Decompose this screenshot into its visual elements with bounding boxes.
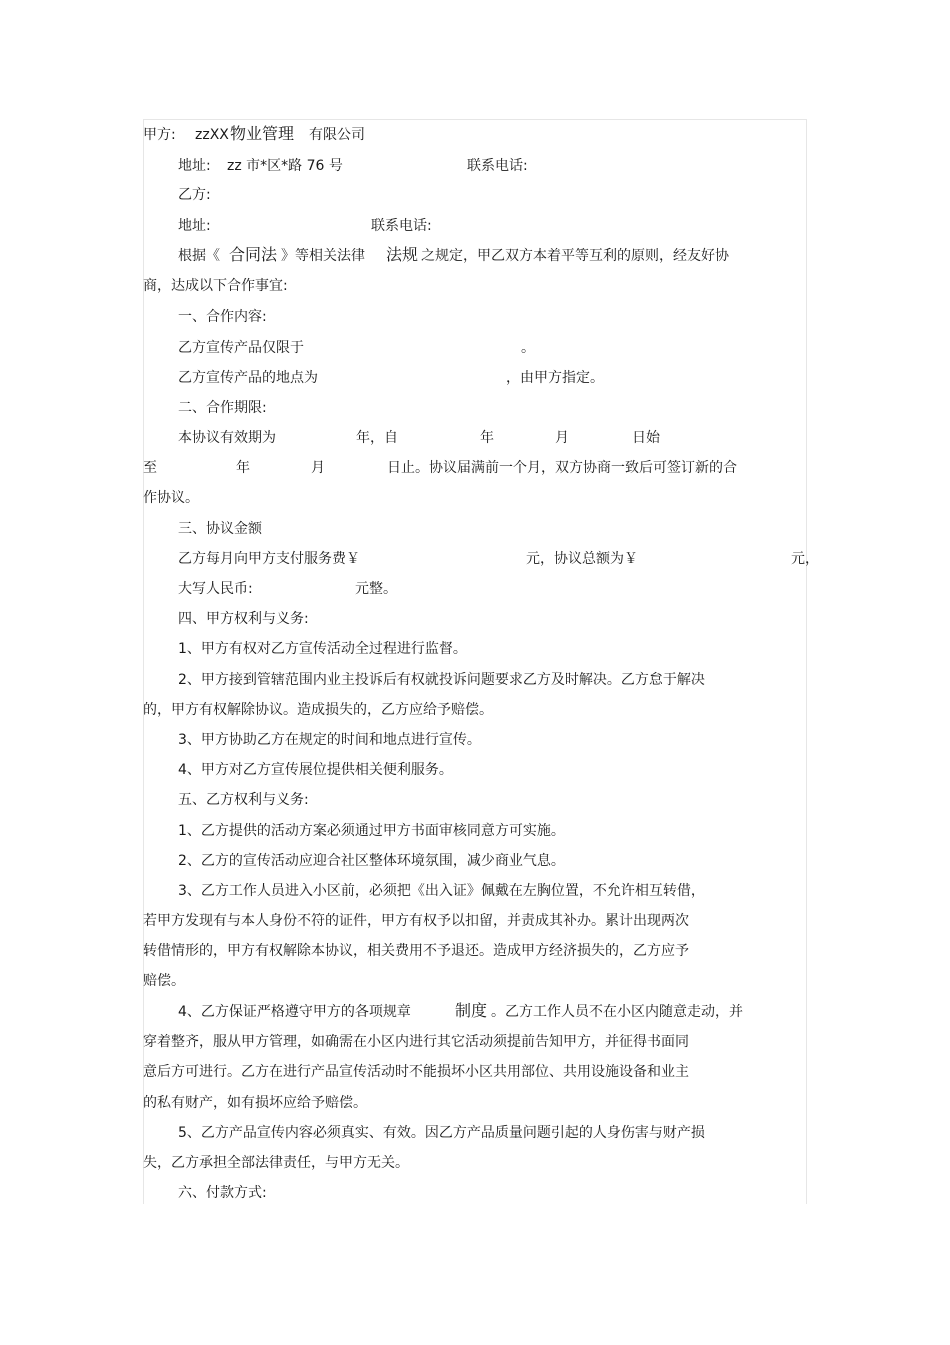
party-b-duty-5b: 失，乙方承担全部法律责任，与甲方无关。 xyxy=(143,1155,409,1171)
term-line-1e: 日始 xyxy=(632,430,660,446)
section-1-line-1b: 。 xyxy=(521,340,535,356)
party-b-duty-4e: 意后方可进行。乙方在进行产品宣传活动时不能损坏小区共用部位、共用设施设备和业主 xyxy=(143,1064,689,1080)
party-a-address: zz 市*区*路 76 号 xyxy=(227,158,343,174)
party-b-duty-4-regulation: 制度 xyxy=(455,1001,488,1020)
fee-line-2a: 大写人民币: xyxy=(178,581,253,597)
term-line-1d: 月 xyxy=(555,430,569,446)
intro-law-name: 合同法 xyxy=(229,245,278,264)
party-b-duty-5a: 5、乙方产品宣传内容必须真实、有效。因乙方产品质量问题引起的人身伤害与财产损 xyxy=(178,1125,705,1141)
party-a-duty-4: 4、甲方对乙方宣传展位提供相关便利服务。 xyxy=(178,762,453,778)
section-5-title: 五、乙方权利与义务: xyxy=(178,792,309,808)
section-1-line-2a: 乙方宣传产品的地点为 xyxy=(178,370,318,386)
term-line-1c: 年 xyxy=(480,430,494,446)
fee-line-1b: 元，协议总额为￥ xyxy=(526,551,638,567)
term-line-2d: 日止。协议届满前一个月，双方协商一致后可签订新的合 xyxy=(387,460,737,476)
party-b-duty-4d: 穿着整齐，服从甲方管理，如确需在小区内进行其它活动须提前告知甲方，并征得书面同 xyxy=(143,1034,689,1050)
party-b-duty-3c: 转借情形的，甲方有权解除本协议，相关费用不予退还。造成甲方经济损失的，乙方应予 xyxy=(143,943,689,959)
section-2-title: 二、合作期限: xyxy=(178,400,267,416)
section-1-line-1a: 乙方宣传产品仅限于 xyxy=(178,340,304,356)
intro-part-a: 根据《 xyxy=(178,248,220,264)
section-3-title: 三、协议金额 xyxy=(178,521,262,537)
party-b-duty-1: 1、乙方提供的活动方案必须通过甲方书面审核同意方可实施。 xyxy=(178,823,565,839)
term-line-3: 作协议。 xyxy=(143,490,199,506)
term-line-1b: 年，自 xyxy=(356,430,398,446)
party-a-label: 甲方: xyxy=(143,127,176,143)
party-b-duty-3b: 若甲方发现有与本人身份不符的证件，甲方有权予以扣留，并责成其补办。累计出现两次 xyxy=(143,913,689,929)
party-b-duty-3a: 3、乙方工作人员进入小区前，必须把《出入证》佩戴在左胸位置，不允许相互转借， xyxy=(178,883,705,899)
party-b-label: 乙方: xyxy=(178,187,211,203)
fee-line-2b: 元整。 xyxy=(355,581,397,597)
party-a-name-prefix: zzXX xyxy=(195,127,229,143)
section-1-title: 一、合作内容: xyxy=(178,309,267,325)
party-b-duty-4f: 的私有财产，如有损坏应给予赔偿。 xyxy=(143,1095,367,1111)
intro-part-b: 》等相关法律 xyxy=(281,248,365,264)
party-a-duty-2a: 2、甲方接到管辖范围内业主投诉后有权就投诉问题要求乙方及时解决。乙方怠于解决 xyxy=(178,672,705,688)
section-6-title: 六、付款方式: xyxy=(178,1185,267,1201)
party-a-address-label: 地址: xyxy=(178,158,211,174)
party-a-name-suffix: 有限公司 xyxy=(309,127,365,143)
intro-part-d: 之规定，甲乙双方本着平等互利的原则，经友好协 xyxy=(421,248,729,264)
party-b-duty-4c: 。乙方工作人员不在小区内随意走动，并 xyxy=(491,1004,743,1020)
party-a-duty-1: 1、甲方有权对乙方宣传活动全过程进行监督。 xyxy=(178,641,467,657)
term-line-1a: 本协议有效期为 xyxy=(178,430,276,446)
party-b-address-label: 地址: xyxy=(178,218,211,234)
fee-line-1a: 乙方每月向甲方支付服务费￥ xyxy=(178,551,360,567)
party-b-phone-label: 联系电话: xyxy=(371,218,432,234)
fee-line-1c: 元， xyxy=(791,551,819,567)
term-line-2a: 至 xyxy=(143,460,157,476)
party-b-duty-3d: 赔偿。 xyxy=(143,973,185,989)
intro-part-c: 法规 xyxy=(386,245,419,264)
section-4-title: 四、甲方权利与义务: xyxy=(178,611,309,627)
intro-line-2: 商，达成以下合作事宜: xyxy=(143,278,288,294)
party-a-name-mid: 物业管理 xyxy=(230,124,295,143)
term-line-2b: 年 xyxy=(236,460,250,476)
party-a-duty-2b: 的，甲方有权解除协议。造成损失的，乙方应给予赔偿。 xyxy=(143,702,493,718)
party-b-duty-2: 2、乙方的宣传活动应迎合社区整体环境氛围，减少商业气息。 xyxy=(178,853,565,869)
party-a-duty-3: 3、甲方协助乙方在规定的时间和地点进行宣传。 xyxy=(178,732,481,748)
term-line-2c: 月 xyxy=(311,460,325,476)
section-1-line-2b: ，由甲方指定。 xyxy=(506,370,604,386)
party-b-duty-4a: 4、乙方保证严格遵守甲方的各项规章 xyxy=(178,1004,411,1020)
party-a-phone-label: 联系电话: xyxy=(467,158,528,174)
